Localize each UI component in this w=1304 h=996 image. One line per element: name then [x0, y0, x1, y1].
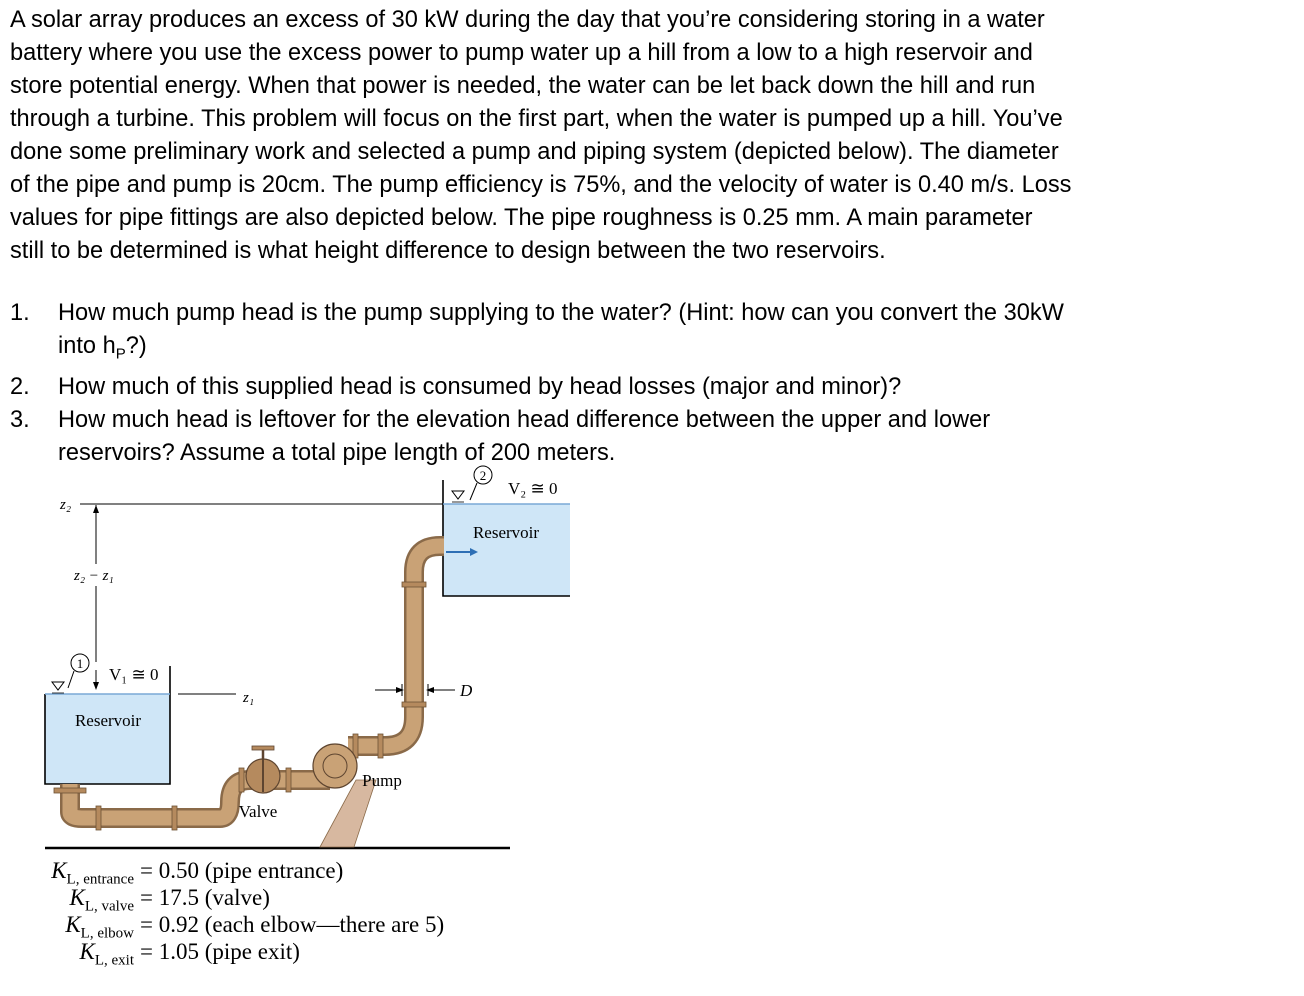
- v2-label: V₂ ≅ 0: [508, 479, 558, 498]
- question-number: 3.: [10, 406, 30, 433]
- v1-label: V₁ ≅ 0: [109, 665, 159, 684]
- coefficient-symbol: $K_{L, exit}$: [79, 939, 134, 969]
- coefficient-value: = 1.05 (pipe exit): [140, 939, 300, 964]
- question-number: 2.: [10, 373, 30, 400]
- free-surface-icon: [52, 682, 64, 690]
- upper-reservoir-water: [443, 504, 570, 596]
- problem-statement: [10, 4, 1290, 268]
- problem-line: through a turbine. This problem will focus on the first part, when the water is pumped up a hill. You’ve: [10, 106, 1063, 132]
- problem-line: store potential energy. When that power is needed, the water can be let back down the hill and run: [10, 73, 1036, 99]
- coefficient-value: = 17.5 (valve): [140, 885, 270, 910]
- point-2-label: 2: [479, 468, 487, 483]
- question-list: [10, 297, 1290, 470]
- upper-reservoir-label: Reservoir: [472, 523, 540, 542]
- valve-label: Valve: [238, 802, 278, 821]
- diameter-label: D: [460, 681, 473, 700]
- coefficient-symbol: $K_{L, elbow}$: [65, 912, 134, 942]
- coefficient-value: = 0.92 (each elbow—there are 5): [140, 912, 445, 937]
- coefficient-value: = 0.50 (pipe entrance): [140, 858, 344, 883]
- pump-icon: [313, 744, 357, 788]
- question-item: [10, 371, 1290, 404]
- z2-label: z₂: [60, 497, 72, 513]
- free-surface-icon: [452, 491, 464, 499]
- coefficient-symbol: $K_{L, entrance}$: [51, 858, 134, 888]
- lower-reservoir-water: [45, 694, 170, 784]
- question-text: How much head is leftover for the elevation head difference between the upper and lower: [58, 406, 991, 433]
- z1-label: z₁: [243, 690, 255, 706]
- question-item: [10, 404, 1290, 470]
- problem-line: A solar array produces an excess of 30 kW during the day that you’re considering storing in a water: [10, 7, 1045, 33]
- question-text-cont: into $h_P$?): [58, 333, 147, 363]
- pump-base: [320, 780, 376, 847]
- pump-label: Pump: [362, 771, 402, 790]
- coefficient-symbol: $K_{L, valve}$: [69, 885, 134, 915]
- point-1-label: 1: [76, 656, 84, 671]
- valve-icon: [246, 746, 280, 793]
- problem-line: done some preliminary work and selected a pump and piping system (depicted below). The diameter: [10, 139, 1059, 165]
- z2-minus-z1-label: z₂ − z₁: [74, 568, 114, 584]
- question-item: [10, 297, 1290, 371]
- lower-reservoir-label: Reservoir: [74, 711, 142, 730]
- question-text: How much pump head is the pump supplying to the water? (Hint: how can you convert the 30kW: [58, 300, 1064, 326]
- question-text-cont: reservoirs? Assume a total pipe length of 200 meters.: [58, 439, 616, 466]
- problem-line: battery where you use the excess power to pump water up a hill from a low to a high reservoir and: [10, 40, 1033, 66]
- problem-line: of the pipe and pump is 20cm. The pump efficiency is 75%, and the velocity of water is 0.40 m/s. Loss: [10, 172, 1072, 198]
- question-number: 1.: [10, 300, 30, 326]
- problem-line: still to be determined is what height difference to design between the two reservoirs.: [10, 238, 886, 264]
- diagram-svg: [30, 462, 590, 862]
- question-text: How much of this supplied head is consumed by head losses (major and minor)?: [58, 373, 902, 400]
- problem-line: values for pipe fittings are also depicted below. The pipe roughness is 0.25 mm. A main parameter: [10, 205, 1033, 231]
